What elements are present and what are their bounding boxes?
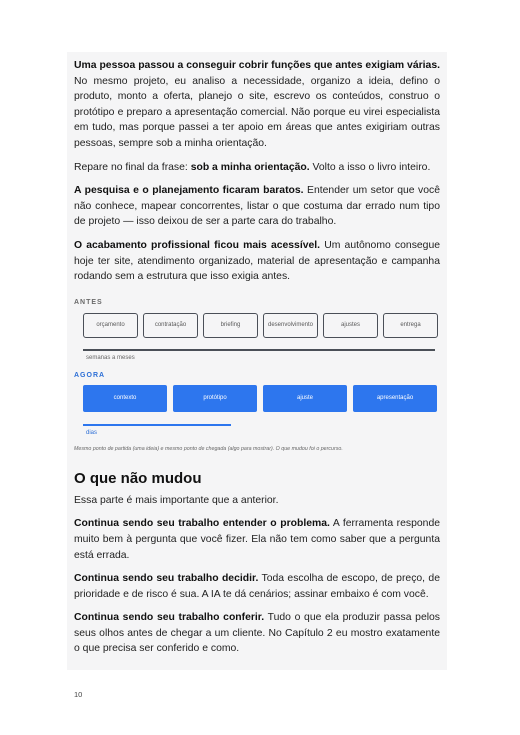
paragraph-understand: Continua sendo seu trabalho entender o problema. A ferramenta responde muito bem à pergunta que você fizer. Ela não tem como saber que a pergunta está errada. xyxy=(74,518,441,561)
figure-caption: Mesmo ponto de partida (uma ideia) e mesmo ponto de chegada (algo para mostrar). O que mudou foi o percurso. xyxy=(74,445,343,452)
before-label: ANTES xyxy=(74,298,103,306)
now-step: protótipo xyxy=(173,385,257,412)
before-step: desenvolvimento xyxy=(263,313,318,338)
paragraph-check: Continua sendo seu trabalho conferir. Tudo o que ela produzir passa pelos seus olhos antes de chegar a um cliente. No Capítulo 2 eu mostro exatamente o que precisa ser conferido e como. xyxy=(74,612,441,655)
section-intro: Essa parte é mais importante que a anterior. xyxy=(74,494,279,506)
now-duration: dias xyxy=(86,429,98,436)
paragraph-one-person: Uma pessoa passou a conseguir cobrir funções que antes exigiam várias. No mesmo projeto, eu analiso a necessidade, organizo a ideia, defino o produto, monto a oferta, planejo o site, escrevo os conteúdos, construo o protótipo e preparo a apresentação comercial. Não porque eu virei especialista em tudo, mas porque passei a ter apoio em áreas que antes exigiriam outras pessoas, sempre sob a minha orientação. xyxy=(74,60,440,149)
now-duration-line xyxy=(83,424,231,426)
before-step: entrega xyxy=(383,313,438,338)
paragraph-research: A pesquisa e o planejamento ficaram baratos. Entender um setor que você não conhece, mapear concorrentes, listar o que costuma dar errado num tipo de projeto — isso deixou de ser a parte cara do trabalho. xyxy=(74,185,440,228)
before-step: contratação xyxy=(143,313,198,338)
page-content xyxy=(67,52,447,670)
before-steps xyxy=(83,313,440,338)
before-step: orçamento xyxy=(83,313,138,338)
now-steps xyxy=(83,385,440,412)
now-step: contexto xyxy=(83,385,167,412)
process-diagram xyxy=(74,299,440,452)
before-duration-line xyxy=(83,349,435,351)
before-step: ajustes xyxy=(323,313,378,338)
paragraph-finishing: O acabamento profissional ficou mais acessível. Um autônomo consegue hoje ter site, atendimento organizado, material de apresentação e campanha rodando sem a estrutura que isso exigia antes. xyxy=(74,239,440,283)
section-title: O que não mudou xyxy=(74,469,202,487)
now-step: apresentação xyxy=(353,385,437,412)
paragraph-decide: Continua sendo seu trabalho decidir. Toda escolha de escopo, de preço, de prioridade e de risco é sua. A IA te dá cenários; assinar embaixo é com você. xyxy=(74,573,440,600)
now-step: ajuste xyxy=(263,385,347,412)
now-label: AGORA xyxy=(74,371,106,379)
page-number: 10 xyxy=(74,690,83,699)
before-step: briefing xyxy=(203,313,258,338)
before-duration: semanas a meses xyxy=(86,354,135,361)
paragraph-guidance: Repare no final da frase: sob a minha orientação. Volto a isso o livro inteiro. xyxy=(74,161,431,173)
